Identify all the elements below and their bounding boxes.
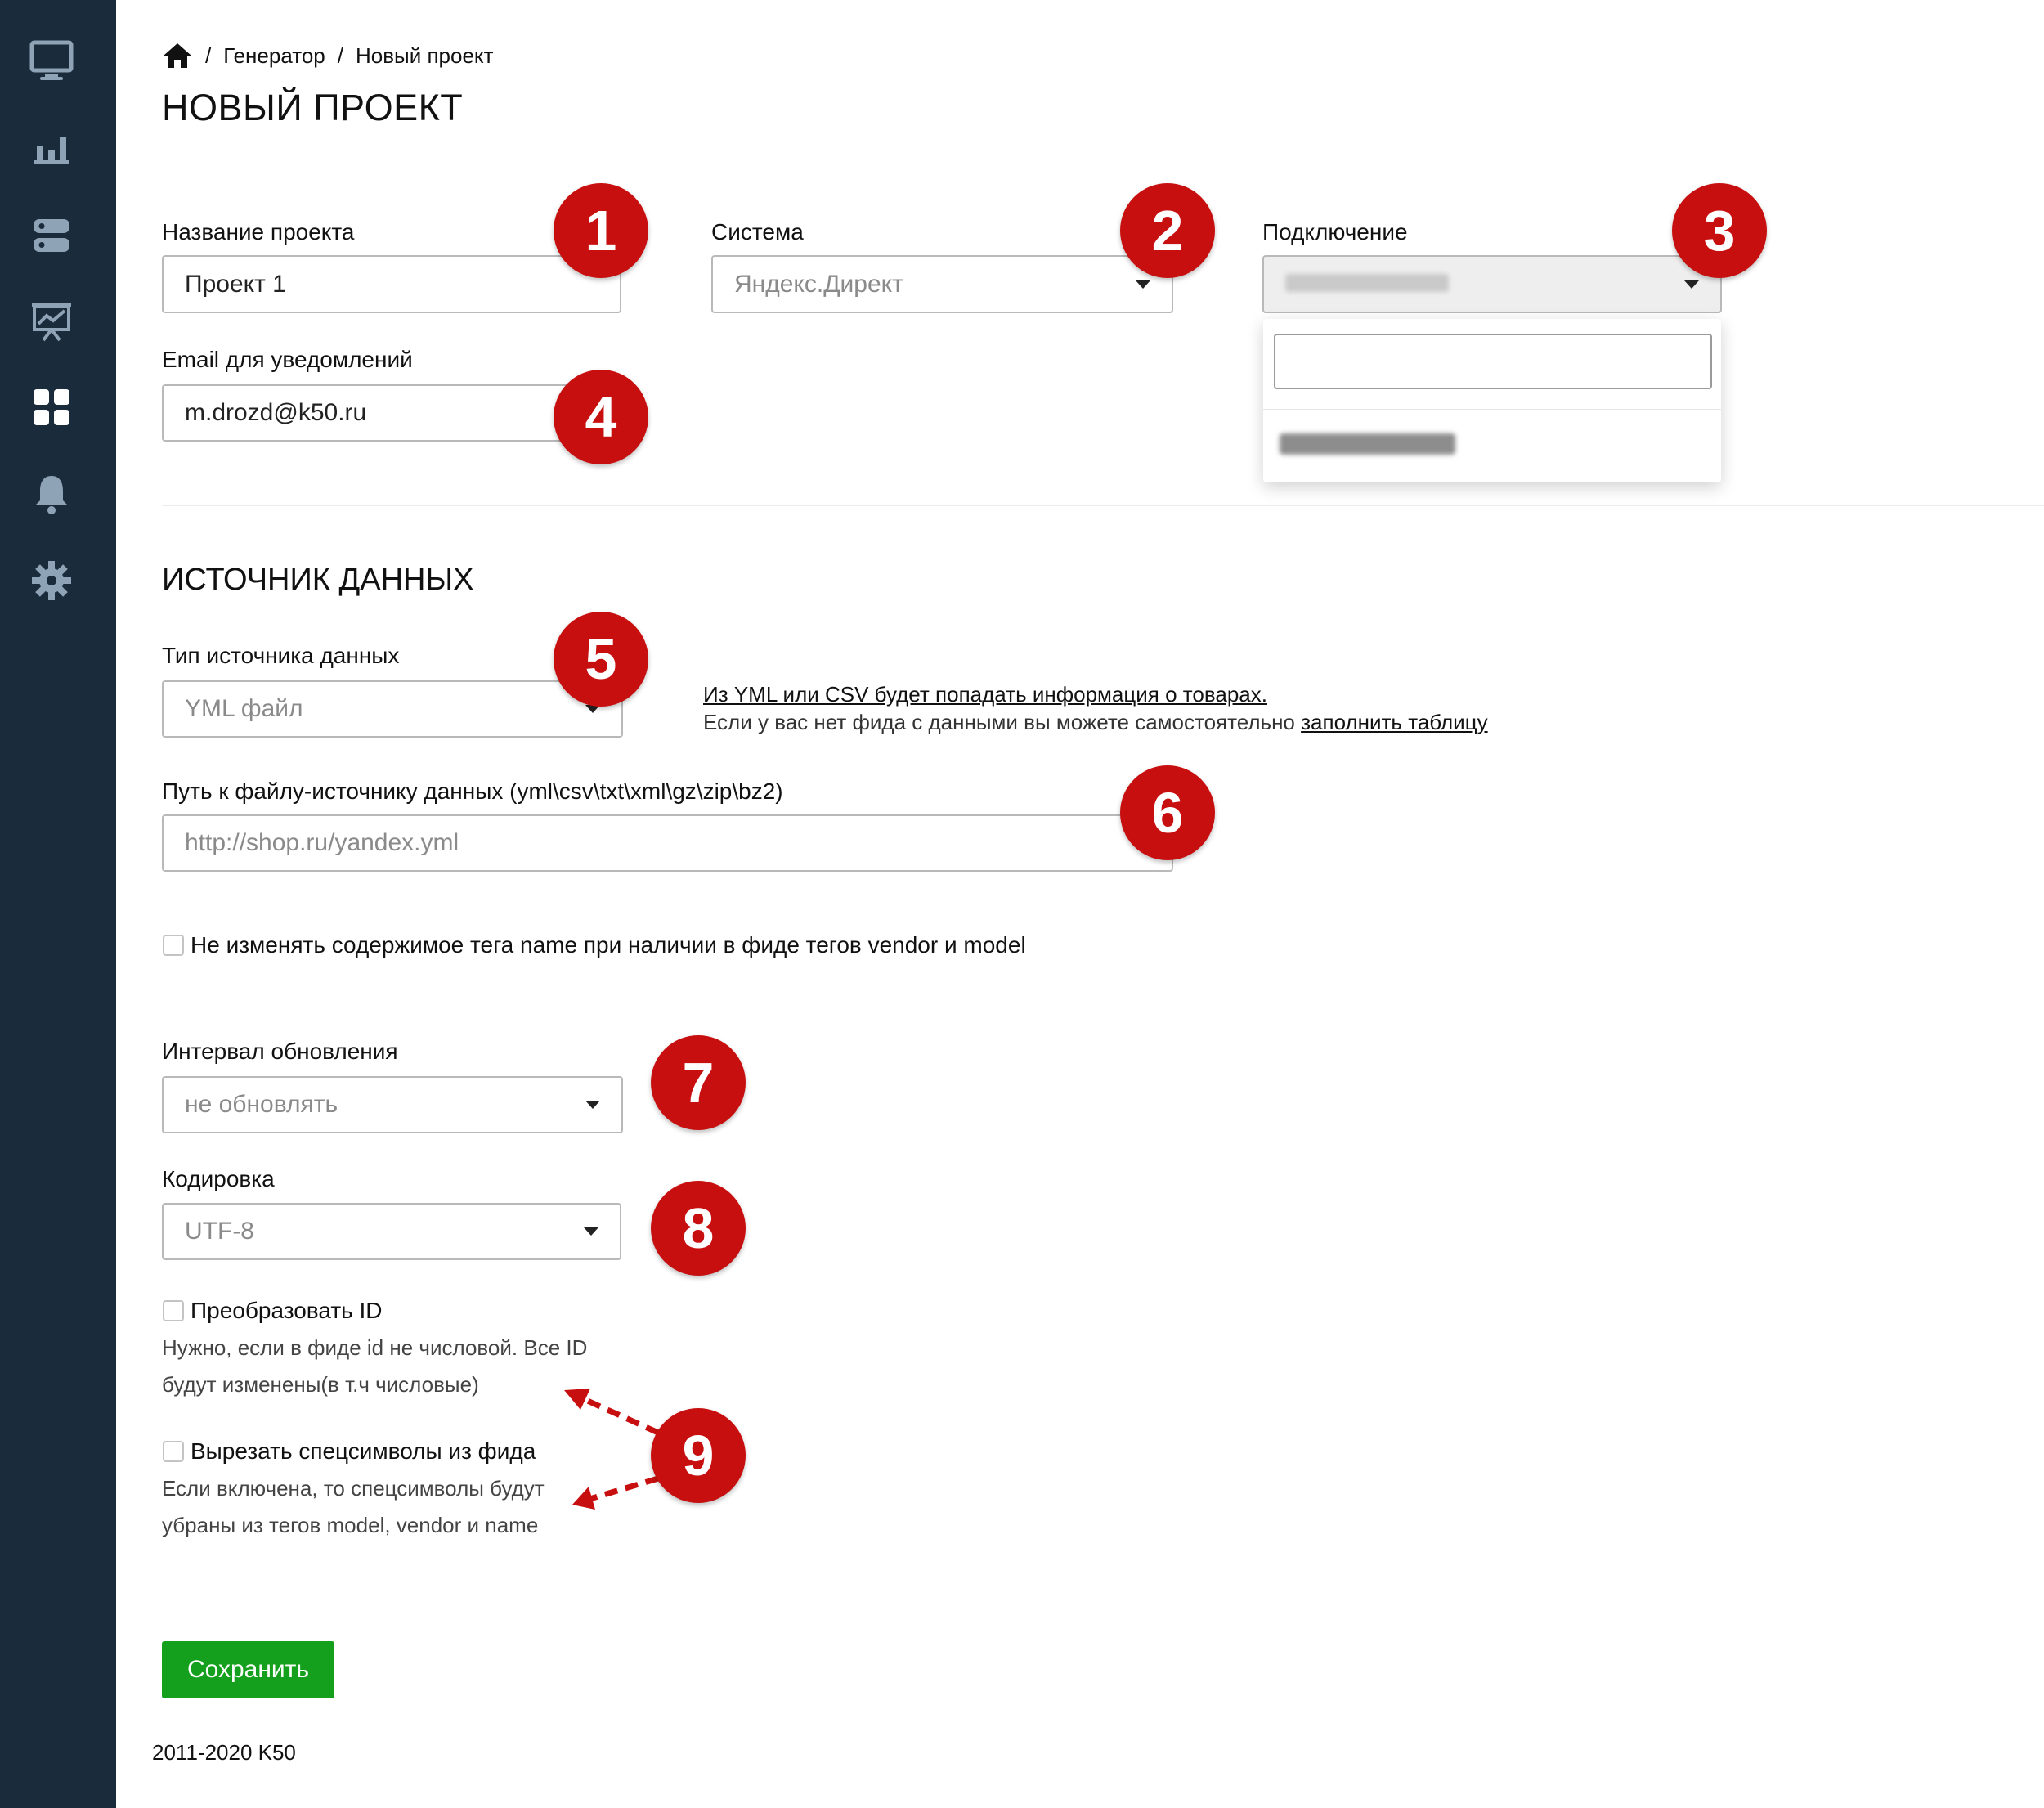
strip-specials-help-line: Если включена, то спецсимволы будут <box>162 1476 545 1501</box>
breadcrumb-generator[interactable]: Генератор <box>223 43 325 68</box>
footer-copyright: 2011-2020 K50 <box>152 1740 296 1765</box>
breadcrumb-current: Новый проект <box>355 43 494 68</box>
fill-table-text: Если у вас нет фида с данными вы можете самостоятельно <box>703 710 1295 734</box>
annotation-badge-8: 8 <box>651 1181 746 1276</box>
section-divider <box>162 505 2044 506</box>
annotation-badge-1: 1 <box>554 183 648 278</box>
connection-value-blurred <box>1285 274 1449 292</box>
home-icon[interactable] <box>162 42 193 70</box>
chevron-down-icon <box>584 1227 598 1236</box>
annotation-badge-5: 5 <box>554 612 648 707</box>
source-path-label: Путь к файлу-источнику данных (yml\csv\txt\xml\gz\zip\bz2) <box>162 778 783 804</box>
sidebar <box>0 0 116 1808</box>
breadcrumb-separator: / <box>205 43 212 68</box>
connection-dropdown <box>1263 319 1721 482</box>
presentation-chart-icon[interactable] <box>27 296 76 345</box>
keep-name-label: Не изменять содержимое тега name при наличии в фиде тегов vendor и model <box>191 932 1026 958</box>
breadcrumb-separator: / <box>337 43 343 68</box>
data-source-title: ИСТОЧНИК ДАННЫХ <box>162 563 474 597</box>
annotation-badge-2: 2 <box>1120 183 1215 278</box>
strip-specials-checkbox[interactable] <box>163 1441 184 1462</box>
project-name-input[interactable]: Проект 1 <box>162 255 621 313</box>
source-type-select[interactable]: YML файл <box>162 680 623 738</box>
grid-icon[interactable] <box>27 383 76 432</box>
source-info <box>703 680 1488 736</box>
annotation-badge-7: 7 <box>651 1035 746 1130</box>
system-select[interactable]: Яндекс.Директ <box>711 255 1173 313</box>
encoding-select[interactable]: UTF-8 <box>162 1203 621 1260</box>
monitor-icon[interactable] <box>27 36 76 85</box>
keep-name-checkbox[interactable] <box>163 935 184 956</box>
chevron-down-icon <box>585 1101 600 1109</box>
interval-label: Интервал обновления <box>162 1039 398 1064</box>
gear-icon[interactable] <box>27 556 76 605</box>
convert-id-help <box>162 1330 587 1403</box>
page-title: НОВЫЙ ПРОЕКТ <box>162 87 464 128</box>
annotation-badge-3: 3 <box>1672 183 1767 278</box>
convert-id-help-line: Нужно, если в фиде id не числовой. Все ID <box>162 1335 588 1360</box>
convert-id-help-line: будут изменены(в т.ч числовые) <box>162 1372 479 1397</box>
chevron-down-icon <box>1136 280 1150 289</box>
yml-info-link[interactable]: Из YML или CSV будет попадать информация о товарах. <box>703 682 1267 707</box>
save-button[interactable]: Сохранить <box>162 1641 334 1698</box>
annotation-badge-4: 4 <box>554 370 648 464</box>
strip-specials-label: Вырезать спецсимволы из фида <box>191 1438 536 1464</box>
server-icon[interactable] <box>27 211 76 260</box>
connection-search-input[interactable] <box>1274 334 1712 389</box>
bell-icon[interactable] <box>27 469 76 518</box>
interval-select[interactable]: не обновлять <box>162 1076 623 1133</box>
system-label: Система <box>711 219 804 245</box>
breadcrumb <box>162 39 494 72</box>
project-name-label: Название проекта <box>162 219 355 245</box>
connection-select[interactable] <box>1262 255 1722 313</box>
source-type-label: Тип источника данных <box>162 643 400 668</box>
encoding-label: Кодировка <box>162 1166 275 1191</box>
annotation-badge-9: 9 <box>651 1408 746 1503</box>
fill-table-link[interactable]: заполнить таблицу <box>1301 710 1488 734</box>
connection-option[interactable] <box>1280 433 1455 459</box>
source-path-input[interactable]: http://shop.ru/yandex.yml <box>162 814 1173 872</box>
connection-label: Подключение <box>1262 219 1408 245</box>
strip-specials-help-line: убраны из тегов model, vendor и name <box>162 1513 539 1537</box>
dropdown-divider <box>1263 409 1721 410</box>
chevron-down-icon <box>1684 280 1699 289</box>
email-input[interactable]: m.drozd@k50.ru <box>162 384 621 442</box>
convert-id-checkbox[interactable] <box>163 1300 184 1321</box>
bar-chart-icon[interactable] <box>27 124 76 173</box>
convert-id-label: Преобразовать ID <box>191 1298 383 1323</box>
annotation-badge-6: 6 <box>1120 765 1215 860</box>
email-label: Email для уведомлений <box>162 347 413 372</box>
strip-specials-help <box>162 1470 545 1544</box>
